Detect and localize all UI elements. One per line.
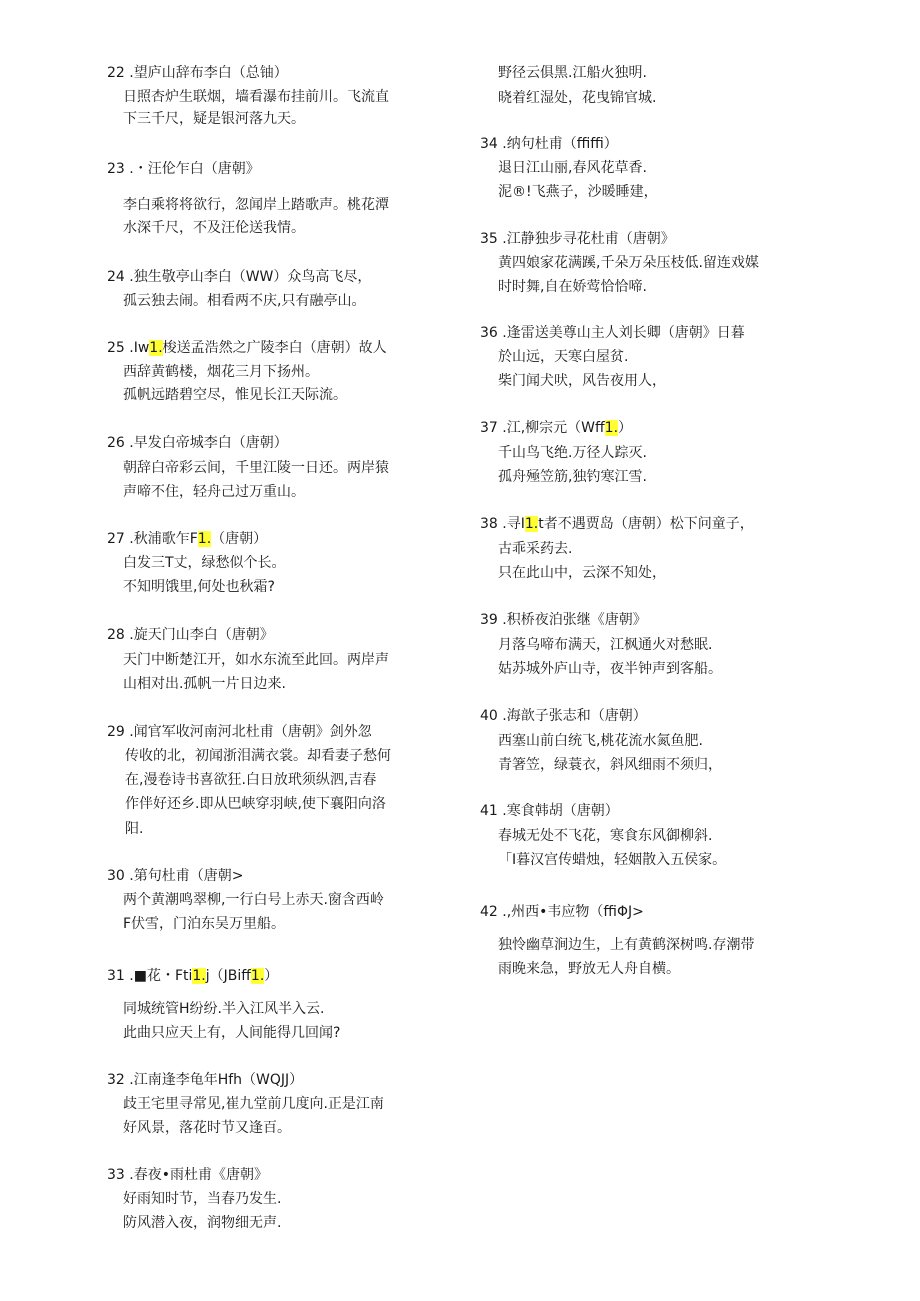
poem-line: 青箸笠，绿蓑衣，斜风细雨不须归， bbox=[498, 757, 722, 773]
poem-line: 古乖采药去. bbox=[498, 541, 573, 557]
poem-title: 28 .旋天门山李白（唐朝》 bbox=[107, 627, 274, 643]
poem-line: 传收的北，初闻浙泪满衣裳。却看妻子愁何 bbox=[125, 748, 391, 764]
poem-line: 此曲只应天上有，人间能得几回闻? bbox=[123, 1025, 341, 1041]
poem-title: 22 .望庐山辞布李白（总铀） bbox=[107, 65, 288, 81]
poem-line: 独怜幽草涧边生，上有黄鹤深树鸣.存潮带 bbox=[498, 937, 755, 953]
poem-line: 春城无处不飞花，寒食东风御柳斜. bbox=[498, 828, 713, 844]
poem-line: 阳. bbox=[125, 821, 144, 837]
poem-line: 千山鸟飞绝.万径人踪灭. bbox=[498, 445, 647, 461]
poem-title: 34 .纳句杜甫（ffiffi） bbox=[480, 136, 618, 152]
poem-title: 41 .寒食韩胡（唐朝） bbox=[480, 803, 619, 819]
poem-title: 36 .逢雷送美尊山主人刘长卿（唐朝》日暮 bbox=[480, 325, 745, 341]
poem-line: F伏雪，门泊东吴万里船。 bbox=[123, 916, 286, 932]
poem-line: 月落乌啼布满天，江枫通火对愁眠. bbox=[498, 637, 713, 653]
poem-line: 雨晚来急，野放无人舟自横。 bbox=[498, 961, 680, 977]
poem-line: 歧王宅里寻常见,崔九堂前几度向.正是江南 bbox=[123, 1096, 384, 1112]
poem-line: 晓着红湿处，花曳锦官城. bbox=[498, 90, 657, 106]
poem-title: 31 .■花・Fti1.j（JBiff1.） bbox=[107, 968, 279, 984]
poem-title: 35 .江静独步寻花杜甫（唐朝》 bbox=[480, 231, 675, 247]
poem-title: 37 .江,柳宗元（Wff1.） bbox=[480, 420, 633, 436]
poem-line: 李白乘将将欲行，忽闻岸上踏歌声。桃花潭 bbox=[123, 197, 389, 213]
poem-title: 27 .秋浦歌乍F1.（唐朝） bbox=[107, 531, 268, 547]
poem-line: 声啼不住，轻舟己过万重山。 bbox=[123, 484, 305, 500]
poem-title: 38 .寻I1.t者不遇贾岛（唐朝）松下问童子， bbox=[480, 516, 754, 532]
poem-line: 野径云俱黑.江船火独明. bbox=[498, 65, 647, 81]
poem-line: 不知明饿里,何处也秋霜? bbox=[123, 579, 275, 595]
poem-title: 30 .第句杜甫（唐朝> bbox=[107, 868, 244, 884]
poem-line: 在,漫卷诗书喜欲狂.白日放玳须纵泗,吉春 bbox=[125, 772, 377, 788]
poem-title: 39 .积桥夜泊张继《唐朝》 bbox=[480, 612, 647, 628]
poem-line: 黄四娘家花满蹊,千朵万朵压枝低.留连戏媒 bbox=[498, 255, 759, 271]
poem-title: 25 .Iw1.梭送孟浩然之广陵李白（唐朝）故人 bbox=[107, 340, 387, 356]
poem-title: 29 .闻官军收河南河北杜甫（唐朝》剑外忽 bbox=[107, 724, 372, 740]
poem-line: 白发三T丈，绿愁似个长。 bbox=[123, 555, 286, 571]
poem-line: 日照杏炉生联烟，墙看瀑布挂前川。飞流直 bbox=[123, 89, 389, 105]
poem-title: 42 .,州西•韦应物（ffiΦJ> bbox=[480, 904, 644, 920]
poem-title: 26 .早发白帝城李白（唐朝） bbox=[107, 435, 288, 451]
poem-line: 柴门闻犬吠，风告夜用人， bbox=[498, 373, 666, 389]
poem-line: 下三千尺，疑是银河落九天。 bbox=[123, 111, 305, 127]
poem-title: 32 .江南逢李龟年Hfh（WQJJ） bbox=[107, 1072, 304, 1088]
poem-line: 於山远，天寒白屋贫. bbox=[498, 349, 629, 365]
poem-line: 作伴好还乡.即从巴峡穿羽峡,使下襄阳向洛 bbox=[125, 796, 386, 812]
poem-line: 姑苏城外庐山寺，夜半钟声到客船。 bbox=[498, 661, 722, 677]
poem-line: 山相对出.孤帆一片日边来. bbox=[123, 676, 286, 692]
poem-line: 孤舟殛笠筋,独钓寒江雪. bbox=[498, 469, 647, 485]
poem-title: 24 .独生敬亭山李白（WW）众鸟高飞尽， bbox=[107, 269, 372, 285]
poem-line: 退日江山丽,春风花草香. bbox=[498, 160, 647, 176]
poem-line: 天门中断楚江开，如水东流至此回。两岸声 bbox=[123, 652, 389, 668]
poem-line: 同城统管H纷纷.半入江风半入云. bbox=[123, 1001, 325, 1017]
poem-line: 水深千尺，不及汪伦送我情。 bbox=[123, 220, 305, 236]
poem-line: 好雨知时节，当春乃发生. bbox=[123, 1191, 282, 1207]
poem-line: 孤帆远踏碧空尽，惟见长江天际流。 bbox=[123, 387, 347, 403]
poem-title: 40 .海歆子张志和（唐朝） bbox=[480, 708, 647, 724]
poem-line: 只在此山中，云深不知处， bbox=[498, 565, 666, 581]
poem-title: 33 .春夜•雨杜甫《唐朝》 bbox=[107, 1167, 268, 1183]
poem-line: 防风潜入夜，润物细无声. bbox=[123, 1215, 282, 1231]
poem-line: 孤云独去闹。相看两不庆,只有融亭山。 bbox=[123, 293, 366, 309]
poem-line: 西辞黄鹤楼，烟花三月下扬州。 bbox=[123, 364, 319, 380]
poem-line: 两个黄潮鸣翠柳,一行白号上赤天.窗含西岭 bbox=[123, 892, 384, 908]
poem-title: 23 .・汪伦乍白（唐朝》 bbox=[107, 161, 260, 177]
poem-line: 西塞山前白统飞,桃花流水氮鱼肥. bbox=[498, 733, 703, 749]
poem-line: 朝辞白帝彩云间，千里江陵一日还。两岸猿 bbox=[123, 460, 389, 476]
poem-line: 时时舞,自在娇莺恰恰啼. bbox=[498, 279, 647, 295]
poem-line: 「I暮汉宫传蜡烛，轻姻散入五侯家。 bbox=[498, 852, 727, 868]
poem-line: 好风景，落花时节又逢百。 bbox=[123, 1120, 291, 1136]
poem-line: 泥®!飞燕子，沙暖睡建， bbox=[498, 184, 658, 200]
